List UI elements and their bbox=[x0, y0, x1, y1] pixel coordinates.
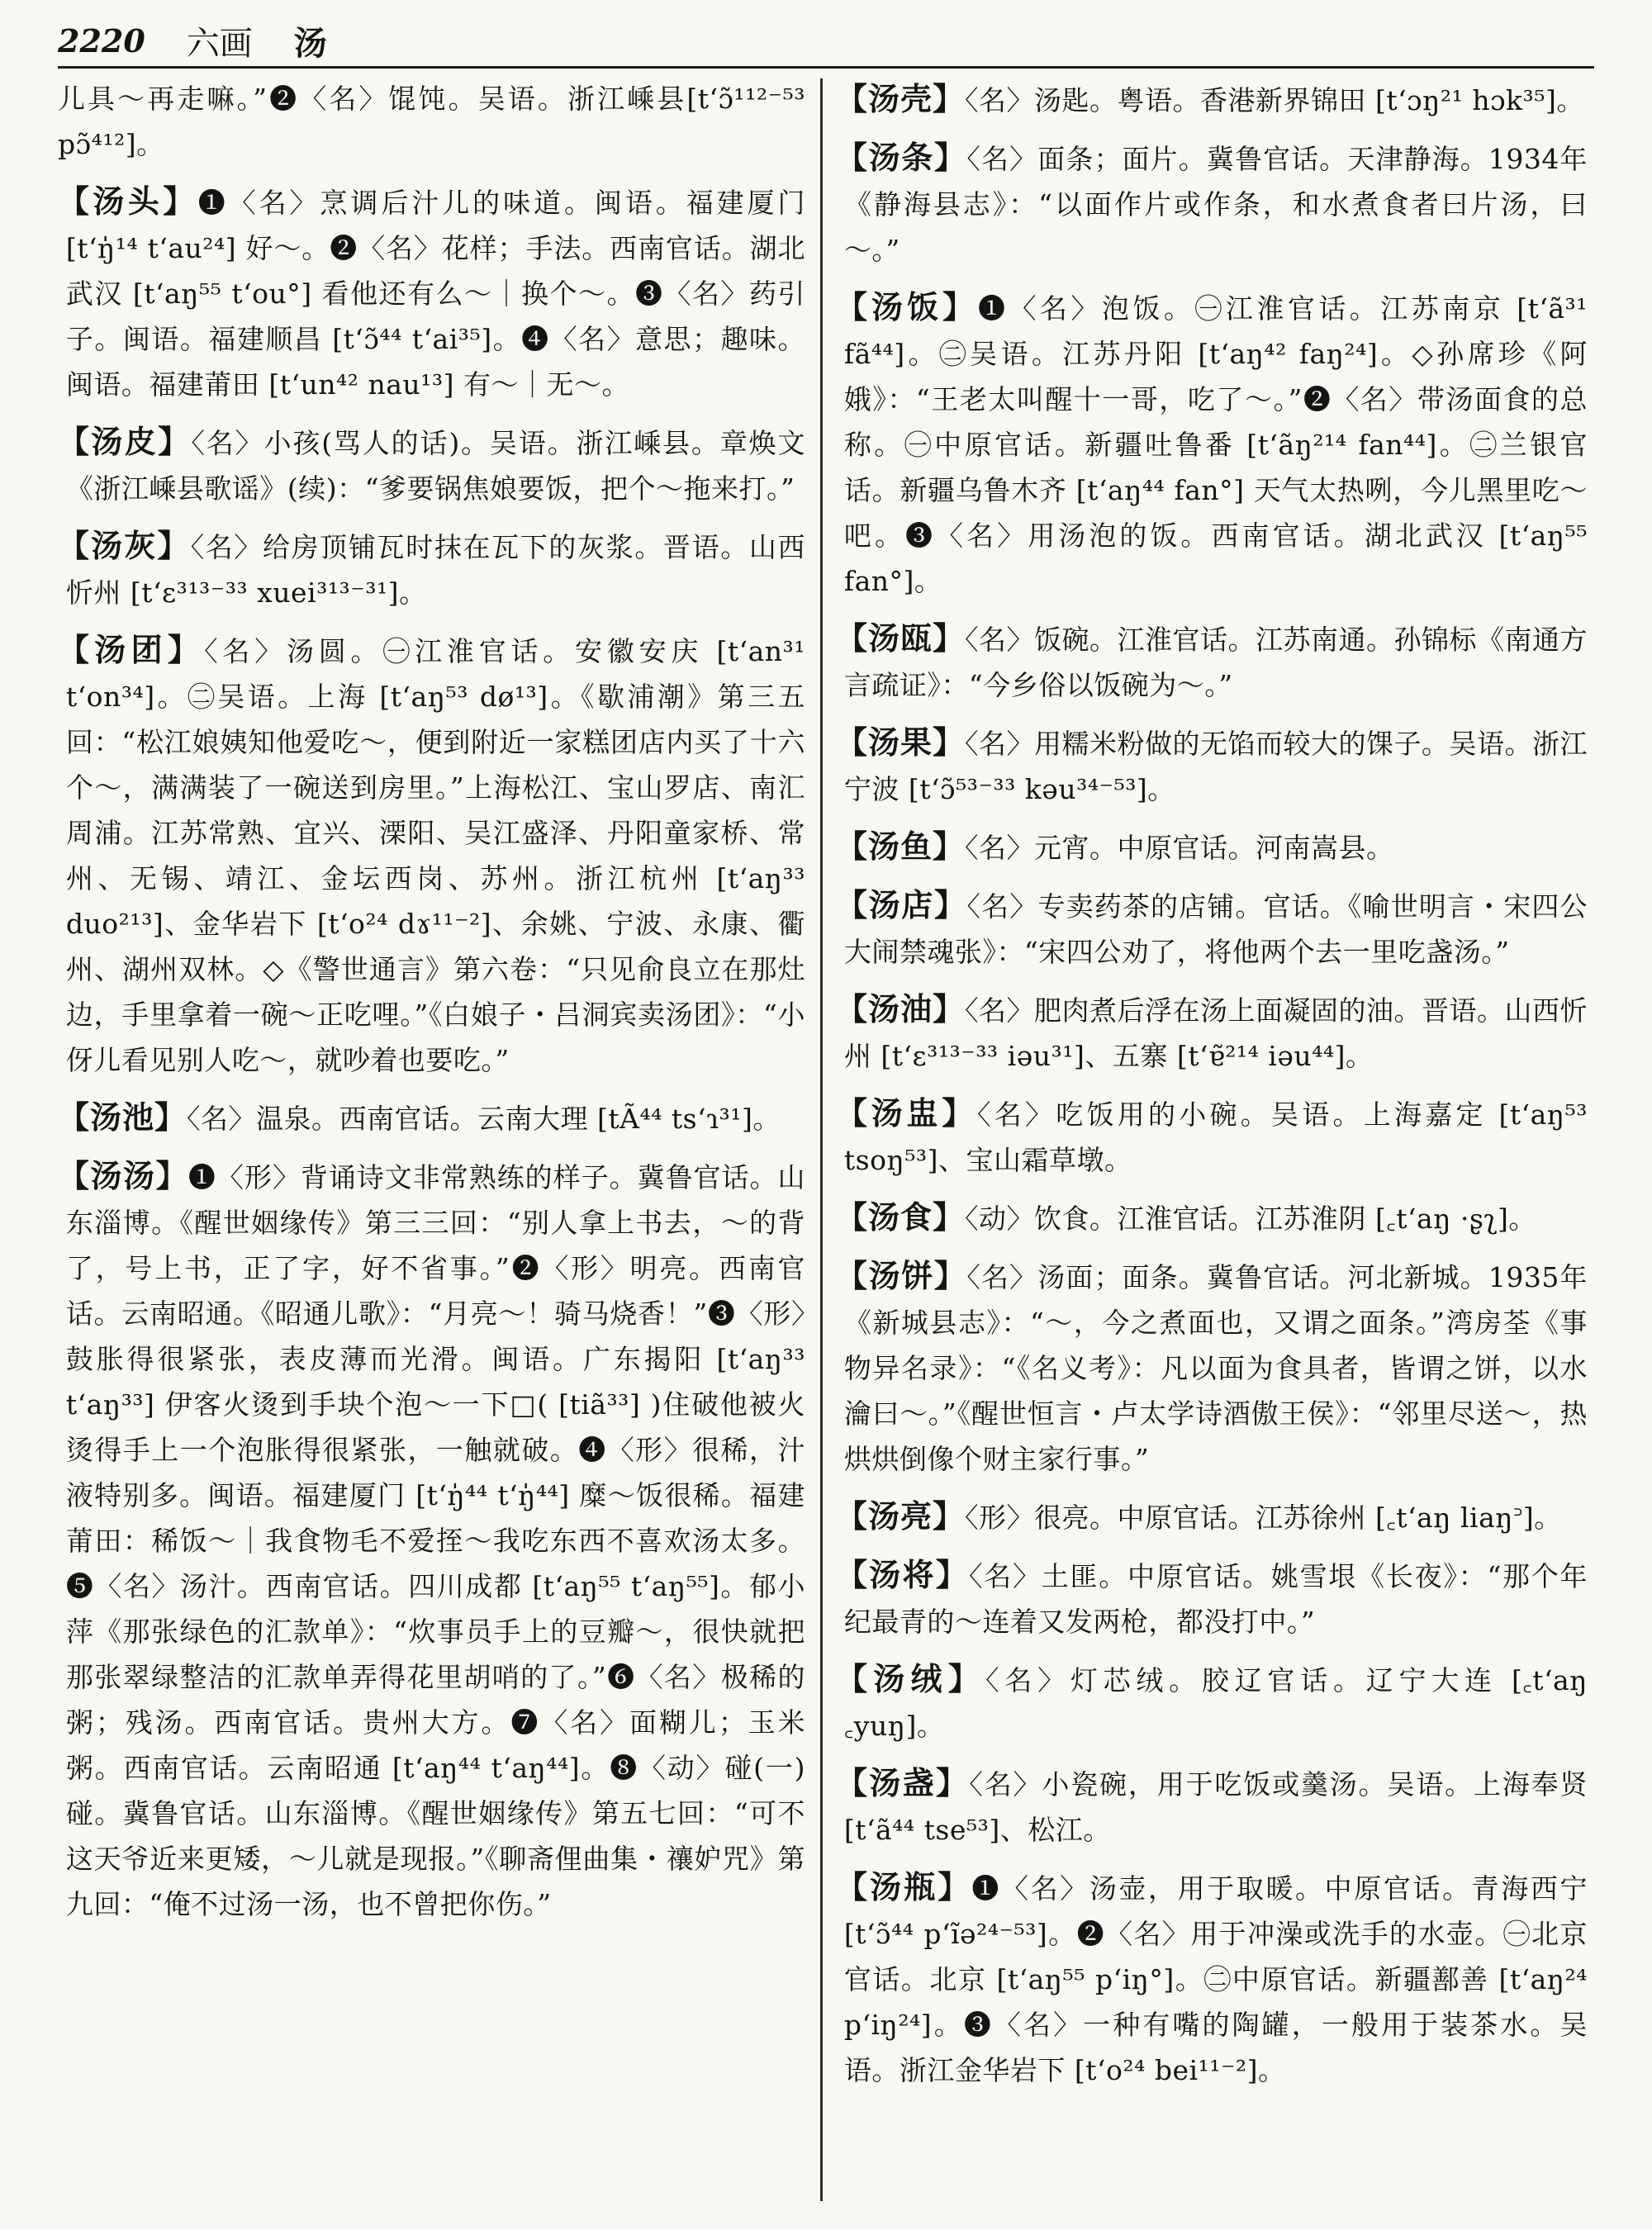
entry-headword: 【汤店】 bbox=[836, 886, 967, 923]
entry-definition: 〈名〉土匪。中原官话。姚雪垠《长夜》：“那个年纪最青的～连着又发两枪，都没打中。” bbox=[843, 1560, 1588, 1638]
dictionary-entry bbox=[836, 882, 1588, 975]
dictionary-entry bbox=[58, 419, 805, 511]
entry-headword: 【汤绒】 bbox=[836, 1660, 986, 1697]
left-column bbox=[58, 76, 805, 2215]
entry-headword: 【汤汤】 bbox=[58, 1157, 188, 1194]
dictionary-entry bbox=[58, 523, 805, 615]
entry-definition: 〈名〉专卖药茶的店铺。官话。《喻世明言・宋四公大闹禁魂张》：“宋四公劝了，将他两个去一里吃盏汤。” bbox=[843, 890, 1588, 968]
entry-definition: ❶〈名〉泡饭。㊀江淮官话。江苏南京 [t‘ã³¹ fã⁴⁴]。㊁吴语。江苏丹阳 [t‘aŋ⁴² faŋ²⁴]。◇孙席珍《阿娥》：“王老太叫醒十一哥，吃了～。”❷〈名〉带汤面食的总称。㊀中原官话。新疆吐鲁番 [t‘ãŋ²¹⁴ fan⁴⁴]。㊁兰银官话。新疆乌鲁木齐 [t‘aŋ⁴⁴ fan°] 天气太热咧，今儿黑里吃～吧。❸〈名〉用汤泡的饭。西南官话。湖北武汉 [t‘aŋ⁵⁵ fan°]。 bbox=[843, 292, 1588, 597]
entry-headword: 【汤团】 bbox=[58, 631, 205, 668]
entry-headword: 【汤将】 bbox=[836, 1556, 970, 1593]
dictionary-entry bbox=[836, 1253, 1588, 1482]
dictionary-entry bbox=[836, 823, 1588, 871]
entry-headword: 【汤鱼】 bbox=[836, 828, 966, 865]
entry-headword: 【汤食】 bbox=[836, 1198, 966, 1236]
entry-definition: 〈名〉小孩(骂人的话)。吴语。浙江嵊县。章焕文《浙江嵊县歌谣》(续)：“爹要锅焦娘要饭，把个～拖来打。” bbox=[65, 427, 805, 505]
dictionary-entry bbox=[836, 615, 1588, 708]
entry-headword: 【汤瓶】 bbox=[836, 1868, 972, 1905]
entry-definition: 〈名〉面条；面片。冀鲁官话。天津静海。1934年《静海县志》：“以面作片或作条，和水煮食者曰片汤，曰～。” bbox=[843, 143, 1588, 266]
entry-headword: 【汤油】 bbox=[836, 990, 966, 1027]
entry-definition: 〈名〉肥肉煮后浮在汤上面凝固的油。晋语。山西忻州 [t‘ɛ³¹³⁻³³ iəu³¹]、五寨 [t‘ɐ̃²¹⁴ iəu⁴⁴]。 bbox=[843, 994, 1588, 1072]
dictionary-entry bbox=[58, 627, 805, 1083]
dictionary-entry bbox=[836, 1864, 1588, 2093]
entry-headword: 【汤瓯】 bbox=[836, 619, 966, 657]
entry-definition: 〈动〉饮食。江淮官话。江苏淮阴 [꜀t‘aŋ ·ʂʅ]。 bbox=[965, 1203, 1536, 1235]
dictionary-entry bbox=[58, 178, 805, 407]
entry-definition: 〈名〉温泉。西南官话。云南大理 [tÃ⁴⁴ ts‘ɿ³¹]。 bbox=[187, 1103, 781, 1135]
entry-headword: 【汤池】 bbox=[58, 1098, 188, 1136]
entry-definition: 〈名〉小瓷碗，用于吃饭或羹汤。吴语。上海奉贤 [t‘ã⁴⁴ tse⁵³]、松江。 bbox=[843, 1768, 1588, 1846]
dictionary-entry bbox=[836, 76, 1588, 123]
dictionary-entry bbox=[836, 1656, 1588, 1748]
entry-headword: 【汤饭】 bbox=[836, 288, 978, 325]
entry-definition: 〈名〉给房顶铺瓦时抹在瓦下的灰浆。晋语。山西忻州 [t‘ɛ³¹³⁻³³ xuei³¹³⁻³¹]。 bbox=[65, 531, 805, 609]
entry-headword: 【汤头】 bbox=[58, 183, 198, 220]
dictionary-entry bbox=[836, 1493, 1588, 1540]
entry-headword: 【汤亮】 bbox=[836, 1497, 966, 1535]
entry-headword: 【汤壳】 bbox=[836, 80, 966, 117]
dictionary-entry bbox=[836, 719, 1588, 812]
dictionary-entry bbox=[836, 1090, 1588, 1183]
entry-definition: 〈形〉很亮。中原官话。江苏徐州 [꜀t‘aŋ liaŋ꜄]。 bbox=[965, 1502, 1562, 1534]
dictionary-entry bbox=[58, 1153, 805, 1927]
entry-definition: 〈名〉汤匙。粤语。香港新界锦田 [t‘ɔŋ²¹ hɔk³⁵]。 bbox=[965, 84, 1584, 116]
dictionary-entry bbox=[58, 1094, 805, 1141]
page-number: 2220 bbox=[58, 21, 145, 59]
entry-headword: 【汤盅】 bbox=[836, 1094, 977, 1132]
dictionary-entry bbox=[836, 284, 1588, 604]
entry-definition: 〈名〉汤圆。㊀江淮官话。安徽安庆 [t‘an³¹ t‘on³⁴]。㊁吴语。上海 [t‘aŋ⁵³ dø¹³]。《歇浦潮》第三五回：“松江娘姨知他爱吃～，便到附近一家糕团店内买了十六个～，满满装了一碗送到房里。”上海松江、宝山罗店、南汇周浦。江苏常熟、宜兴、溧阳、吴江盛泽、丹阳童家桥、常州、无锡、靖江、金坛西岗、苏州。浙江杭州 [t‘aŋ³³ duo²¹³]、金华岩下 [t‘o²⁴ dɤ¹¹⁻²]、余姚、宁波、永康、衢州、湖州双林。◇《警世通言》第六卷：“只见俞良立在那灶边，手里拿着一碗～正吃哩。”《白娘子・吕洞宾卖汤团》：“小伢儿看见别人吃～，就吵着也要吃。” bbox=[65, 635, 805, 1076]
entry-definition: 〈名〉灯芯绒。胶辽官话。辽宁大连 [꜀t‘aŋ ꜀yuŋ]。 bbox=[843, 1664, 1588, 1742]
dictionary-entry bbox=[836, 135, 1588, 273]
entry-definition: ❶〈形〉背诵诗文非常熟练的样子。冀鲁官话。山东淄博。《醒世姻缘传》第三三回：“别人拿上书去，～的背了，号上书，正了字，好不省事。”❷〈形〉明亮。西南官话。云南昭通。《昭通儿歌》：“月亮～！骑马烧香！”❸〈形〉鼓胀得很紧张，表皮薄而光滑。闽语。广东揭阳 [t‘aŋ³³ t‘aŋ³³] 伊客火烫到手块个泡～一下□( [tiã³³] )住破他被火烫得手上一个泡胀得很紧张，一触就破。❹〈形〉很稀，汁液特别多。闽语。福建厦门 [t‘ŋ̍⁴⁴ t‘ŋ̍⁴⁴] 糜～饭很稀。福建莆田：稀饭～｜我食物毛不爱挃～我吃东西不喜欢汤太多。❺〈名〉汤汁。西南官话。四川成都 [t‘aŋ⁵⁵ t‘aŋ⁵⁵]。郁小萍《那张绿色的汇款单》：“炊事员手上的豆瓣～，很快就把那张翠绿整洁的汇款单弄得花里胡哨的了。”❻〈名〉极稀的粥；残汤。西南官话。贵州大方。❼〈名〉面糊儿；玉米粥。西南官话。云南昭通 [t‘aŋ⁴⁴ t‘aŋ⁴⁴]。❽〈动〉碰(一)碰。冀鲁官话。山东淄博。《醒世姻缘传》第五七回：“可不这天爷近来更矮，～儿就是现报。”《聊斋俚曲集・禳妒咒》第九回：“俺不过汤一汤，也不曾把你伤。” bbox=[65, 1161, 805, 1920]
entry-headword: 【汤皮】 bbox=[58, 423, 192, 460]
entry-definition: 〈名〉饭碗。江淮官话。江苏南通。孙锦标《南通方言疏证》：“今乡俗以饭碗为～。” bbox=[843, 624, 1588, 701]
entry-definition: 〈名〉用糯米粉做的无馅而较大的馃子。吴语。浙江宁波 [t‘ɔ̃⁵³⁻³³ kəu³⁴⁻⁵³]。 bbox=[843, 728, 1588, 805]
page-header bbox=[58, 15, 1594, 69]
entry-definition: 〈名〉吃饭用的小碗。吴语。上海嘉定 [t‘aŋ⁵³ tsoŋ⁵³]、宝山霜草墩。 bbox=[843, 1098, 1588, 1176]
dictionary-entry bbox=[836, 1552, 1588, 1644]
headword-character: 汤 bbox=[293, 23, 327, 63]
dictionary-entry bbox=[836, 1194, 1588, 1241]
entry-definition: 〈名〉元宵。中原官话。河南嵩县。 bbox=[965, 832, 1394, 864]
continuation-text: 儿具～再走嘛。”❷〈名〉馄饨。吴语。浙江嵊县[t‘ɔ̃¹¹²⁻⁵³ pɔ̃⁴¹²]。 bbox=[58, 83, 805, 160]
dictionary-entry bbox=[836, 986, 1588, 1079]
column-divider bbox=[820, 78, 823, 2201]
right-column bbox=[836, 76, 1588, 2215]
entry-headword: 【汤果】 bbox=[836, 724, 966, 761]
section-label: 六画 bbox=[186, 24, 253, 63]
entry-definition: ❶〈名〉烹调后汁儿的味道。闽语。福建厦门[t‘ŋ̍¹⁴ t‘au²⁴] 好～。❷〈名〉花样；手法。西南官话。湖北武汉 [t‘aŋ⁵⁵ t‘ou°] 看他还有么～｜换个～。❸〈名〉药引子。闽语。福建顺昌 [t‘ɔ̃⁴⁴ t‘ai³⁵]。❹〈名〉意思；趣味。闽语。福建莆田 [t‘un⁴² nau¹³] 有～｜无～。 bbox=[65, 187, 805, 401]
entry-headword: 【汤饼】 bbox=[836, 1257, 967, 1294]
dictionary-entry bbox=[836, 1760, 1588, 1853]
entry-headword: 【汤盏】 bbox=[836, 1764, 970, 1801]
entry-definition: ❶〈名〉汤壶，用于取暖。中原官话。青海西宁 [t‘ɔ̃⁴⁴ p‘ĩə²⁴⁻⁵³]。❷〈名〉用于冲澡或洗手的水壶。㊀北京官话。北京 [t‘aŋ⁵⁵ p‘iŋ°]。㊁中原官话。新疆鄯善 [t‘aŋ²⁴ p‘iŋ²⁴]。❸〈名〉一种有嘴的陶罐，一般用于装茶水。吴语。浙江金华岩下 [t‘o²⁴ bei¹¹⁻²]。 bbox=[843, 1872, 1588, 2086]
entry-headword: 【汤条】 bbox=[836, 139, 967, 176]
entry-definition: 〈名〉汤面；面条。冀鲁官话。河北新城。1935年《新城县志》：“～，今之煮面也，又谓之面条。”湾房荃《事物异名录》：“《名义考》：凡以面为食具者，皆谓之饼，以水瀹曰～。”《醒世恒言・卢太学诗酒傲王侯》：“邻里尽送～，热烘烘倒像个财主家行事。” bbox=[843, 1261, 1588, 1475]
entry-headword: 【汤灰】 bbox=[58, 527, 191, 564]
